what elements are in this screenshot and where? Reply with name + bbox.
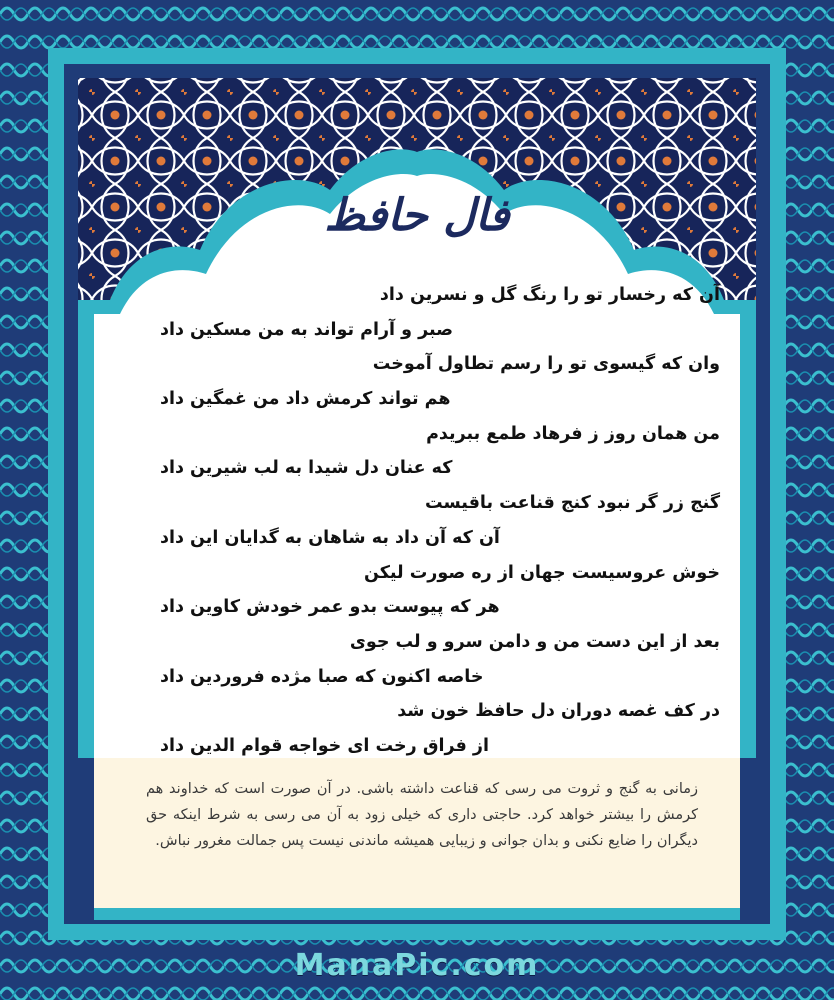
verse-line: آن که رخسار تو را رنگ گل و نسرین داد [379, 285, 720, 305]
verse-line: خوش عروسیست جهان از ره صورت لیکن [363, 562, 720, 583]
verse-line: گنج زر گر نبود کنج قناعت باقیست [424, 493, 720, 514]
verse-line: وان که گیسوی تو را رسم تطاول آموخت [372, 354, 720, 375]
verse-line: از فراق رخت ای خواجه قوام الدین داد [160, 735, 489, 756]
verse-line: من همان روز ز فرهاد طمع ببریدم [426, 423, 720, 444]
verse-line: هر که پیوست بدو عمر خودش کاوین داد [160, 597, 500, 618]
page-title: فال حافظ [324, 190, 510, 241]
interpretation-text: زمانی به گنج و ثروت می رسی که قناعت داشته باشی. در آن صورت است که خداوند هم کرمش را بیشتر خواهد کرد. حاجتی داری که خیلی زود به آن می رسی به شرط اینکه حق دیگران را ضایع نکنی و بدان جوانی و زیبایی همیشه ماندنی نیست پس جمالت مغرور نباش. [146, 781, 698, 849]
verse-line: صبر و آرام تواند به من مسکین داد [160, 319, 454, 340]
watermark-brand: ManaPic.com [294, 948, 540, 983]
verse-line: آن که آن داد به شاهان به گدایان این داد [160, 527, 500, 548]
verse-line: خاصه اکنون که صبا مژده فروردین داد [160, 666, 484, 687]
verse-line: بعد از این دست من و دامن سرو و لب جوی [349, 631, 720, 652]
verse-line: که عنان دل شیدا به لب شیرین داد [160, 458, 453, 479]
verse-line: در کف غصه دوران دل حافظ خون شد [397, 701, 720, 722]
verse-line: هم تواند کرمش داد من غمگین داد [160, 389, 451, 410]
poem [160, 278, 720, 764]
